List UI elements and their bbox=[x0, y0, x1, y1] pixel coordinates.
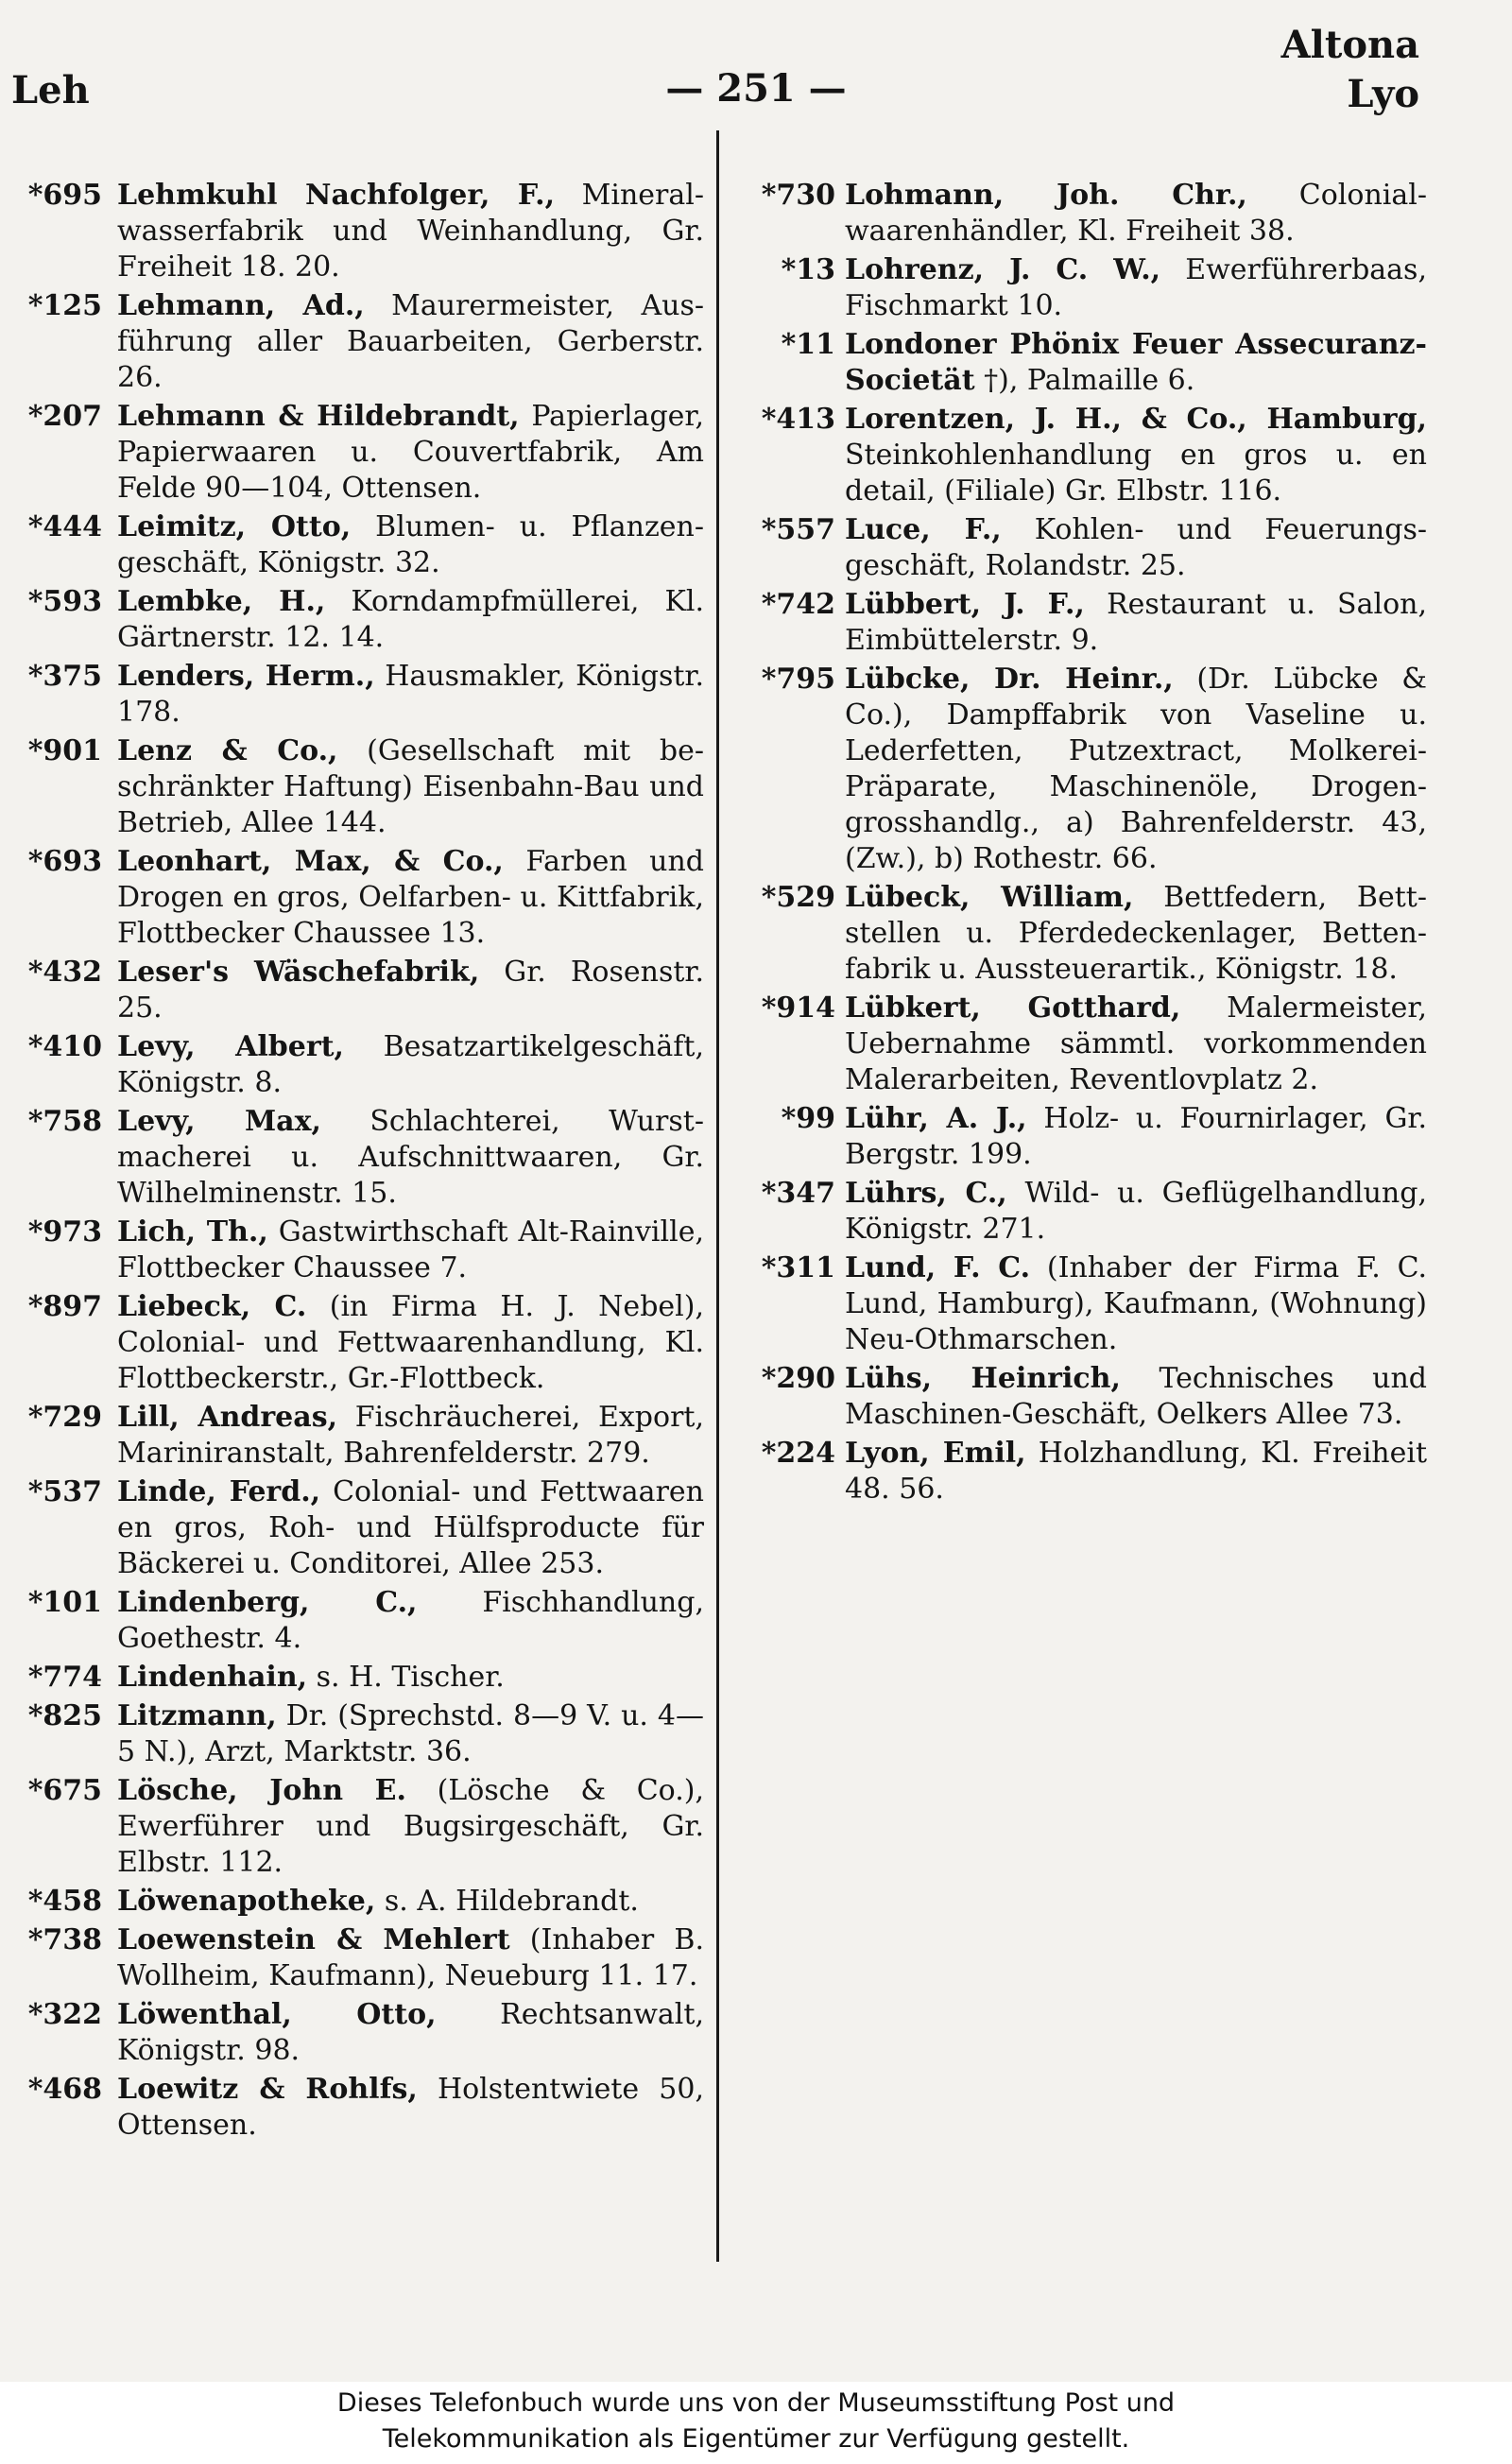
directory-entry bbox=[0, 1474, 704, 1582]
directory-entry bbox=[747, 1250, 1427, 1358]
directory-entry bbox=[747, 587, 1427, 659]
phone-number: *322 bbox=[27, 1998, 102, 2031]
phone-number: *973 bbox=[27, 1215, 102, 1249]
directory-entry bbox=[0, 1773, 704, 1881]
directory-entry bbox=[0, 844, 704, 952]
phone-number: *468 bbox=[27, 2073, 102, 2106]
entry-details: Mineralwasserfabrik und Weinhandlung, Gr. Freiheit 18. 20. bbox=[117, 179, 705, 284]
entry-details: Besatzartikelgeschäft, Königstr. 8. bbox=[117, 1030, 704, 1099]
phone-number: *729 bbox=[27, 1401, 102, 1434]
entry-name: Lenders, Herm., bbox=[117, 660, 375, 693]
entry-details: Holstentwiete 50, Ottensen. bbox=[117, 2073, 704, 2142]
entry-details: Wild- u. Geflügelhandlung, Königstr. 271. bbox=[845, 1177, 1427, 1246]
entry-details: Gastwirthschaft Alt-Rainville, Flottbecker Chaussee 7. bbox=[117, 1215, 704, 1284]
phone-number: *207 bbox=[27, 400, 102, 433]
entry-details: Fischräucherei, Export, Mariniranstalt, Bahrenfelderstr. 279. bbox=[117, 1401, 704, 1470]
phone-number: *738 bbox=[27, 1923, 102, 1956]
phone-number: *375 bbox=[27, 660, 102, 693]
entry-name: Lembke, H., bbox=[117, 585, 326, 618]
entry-name: Loewitz & Rohlfs, bbox=[117, 2073, 418, 2106]
directory-entry bbox=[747, 402, 1427, 509]
entry-details: Hausmakler, Königstr. 178. bbox=[117, 660, 704, 729]
entry-name: Leonhart, Max, & Co., bbox=[117, 845, 504, 878]
phone-number: *125 bbox=[27, 289, 102, 322]
footer-line-2: Telekommunikation als Eigentümer zur Verfügung gestellt. bbox=[382, 2424, 1130, 2454]
phone-number: *675 bbox=[27, 1774, 102, 1807]
directory-entry bbox=[0, 584, 704, 656]
page-header bbox=[0, 0, 1512, 123]
column-divider bbox=[716, 130, 719, 2262]
directory-entry bbox=[0, 955, 704, 1026]
directory-entry bbox=[747, 991, 1427, 1098]
entry-name: Lindenberg, C., bbox=[117, 1586, 418, 1619]
entry-name: Lehmann & Hildebrandt, bbox=[117, 400, 520, 433]
phone-number: *444 bbox=[27, 510, 102, 543]
entry-details: s. A. Hildebrandt. bbox=[375, 1885, 639, 1918]
phone-number: *410 bbox=[27, 1030, 102, 1063]
entry-name: Luce, F., bbox=[845, 513, 1002, 546]
entry-details: (Dr. Lübcke & Co.), Dampffabrik von Vaseline u. Lederfetten, Putzextract, Molkerei-Präparate, Maschinenöle, Drogengrosshandlg., a) Bahrenfelderstr. 43, (Zw.), b) Rothestr. 66. bbox=[845, 663, 1427, 875]
entry-details: Holzhandlung, Kl. Freiheit 48. 56. bbox=[845, 1437, 1428, 1506]
directory-entry bbox=[0, 733, 704, 841]
entry-details: Maurermeister, Ausführung aller Bauarbeiten, Gerberstr. 26. bbox=[117, 289, 704, 394]
phone-number: *897 bbox=[27, 1290, 102, 1323]
entry-name: Londoner Phönix Feuer Assecuranz-Societät bbox=[845, 328, 1427, 397]
entry-name: Lühs, Heinrich, bbox=[845, 1362, 1121, 1395]
entry-name: Lund, F. C. bbox=[845, 1251, 1031, 1284]
entry-details: Restaurant u. Salon, Eimbüttelerstr. 9. bbox=[845, 588, 1427, 657]
entry-name: Lübkert, Gotthard, bbox=[845, 991, 1181, 1025]
directory-entry bbox=[747, 178, 1427, 250]
entry-details: Schlachterei, Wurstmacherei u. Aufschnittwaaren, Gr. Wilhelminenstr. 15. bbox=[117, 1105, 704, 1210]
entry-details: Fischhandlung, Goethestr. 4. bbox=[117, 1586, 704, 1655]
phone-number: *13 bbox=[781, 253, 835, 286]
entry-name: Leser's Wäschefabrik, bbox=[117, 956, 480, 989]
entry-details: Blumen- u. Pflanzengeschäft, Königstr. 32. bbox=[117, 510, 704, 579]
phone-number: *347 bbox=[761, 1177, 835, 1210]
entry-details: s. H. Tischer. bbox=[307, 1661, 505, 1694]
directory-entry bbox=[0, 288, 704, 396]
entry-name: Lenz & Co., bbox=[117, 734, 338, 767]
directory-entry bbox=[0, 178, 704, 285]
directory-entry bbox=[747, 1176, 1427, 1248]
directory-entry bbox=[0, 1997, 704, 2069]
entry-name: Lich, Th., bbox=[117, 1215, 268, 1249]
entry-name: Lill, Andreas, bbox=[117, 1401, 338, 1434]
entry-details: (Inhaber B. Wollheim, Kaufmann), Neueburg 11. 17. bbox=[117, 1923, 704, 1992]
entry-name: Lohmann, Joh. Chr., bbox=[845, 179, 1247, 212]
directory-entry bbox=[0, 1215, 704, 1286]
phone-number: *101 bbox=[27, 1586, 102, 1619]
directory-entry bbox=[0, 1585, 704, 1657]
directory-entry bbox=[747, 880, 1427, 988]
entry-details: Colonialwaarenhändler, Kl. Freiheit 38. bbox=[845, 179, 1427, 248]
entry-name: Levy, Albert, bbox=[117, 1030, 344, 1063]
entry-details: Colonial- und Fettwaaren en gros, Roh- und Hülfsproducte für Bäckerei u. Conditorei, Allee 253. bbox=[117, 1475, 704, 1580]
entry-name: Lindenhain, bbox=[117, 1661, 308, 1694]
directory-entry bbox=[747, 1101, 1427, 1173]
page-number: — 251 — bbox=[665, 66, 847, 111]
entry-details: Holz- u. Fournirlager, Gr. Bergstr. 199. bbox=[845, 1102, 1427, 1171]
entry-details: Ewerführerbaas, Fischmarkt 10. bbox=[845, 253, 1427, 322]
directory-entry bbox=[0, 399, 704, 507]
entry-details: Farben und Drogen en gros, Oelfarben- u. Kittfabrik, Flottbecker Chaussee 13. bbox=[117, 845, 704, 950]
phone-number: *742 bbox=[761, 588, 835, 621]
directory-entry bbox=[747, 1436, 1427, 1508]
directory-entry bbox=[0, 2072, 704, 2144]
phone-number: *529 bbox=[761, 881, 835, 914]
phone-number: *537 bbox=[27, 1475, 102, 1508]
entry-details: (Inhaber der Firma F. C. Lund, Hamburg), Kaufmann, (Wohnung) Neu-Othmarschen. bbox=[845, 1251, 1428, 1356]
entry-name: Lühr, A. J., bbox=[845, 1102, 1027, 1135]
entry-details: Malermeister, Uebernahme sämmtl. vorkommenden Malerarbeiten, Reventlovplatz 2. bbox=[845, 991, 1427, 1096]
directory-entry bbox=[747, 327, 1427, 399]
header-right-keyword: Lyo bbox=[1347, 72, 1419, 116]
entry-details: (Gesellschaft mit beschränkter Haftung) Eisenbahn-Bau und Betrieb, Allee 144. bbox=[117, 734, 704, 839]
directory-entry bbox=[0, 509, 704, 581]
phone-number: *557 bbox=[761, 513, 835, 546]
directory-entry bbox=[0, 659, 704, 731]
entry-details: Gr. Rosenstr. 25. bbox=[117, 956, 704, 1025]
phone-number: *901 bbox=[27, 734, 102, 767]
phone-number: *758 bbox=[27, 1105, 102, 1138]
phone-number: *730 bbox=[761, 179, 835, 212]
phone-number: *774 bbox=[27, 1661, 102, 1694]
entry-name: Löwenthal, Otto, bbox=[117, 1998, 437, 2031]
phone-number: *914 bbox=[761, 991, 835, 1025]
entry-name: Lübbert, J. F., bbox=[845, 588, 1085, 621]
directory-entry bbox=[747, 512, 1427, 584]
entry-name: Lohrenz, J. C. W., bbox=[845, 253, 1161, 286]
entry-name: Linde, Ferd., bbox=[117, 1475, 321, 1508]
entry-name: Lührs, C., bbox=[845, 1177, 1007, 1210]
entry-name: Löwenapotheke, bbox=[117, 1885, 376, 1918]
entry-name: Lyon, Emil, bbox=[845, 1437, 1026, 1470]
phone-number: *695 bbox=[27, 179, 102, 212]
directory-entry bbox=[0, 1698, 704, 1770]
entry-details: Korndampfmüllerei, Kl. Gärtnerstr. 12. 14. bbox=[117, 585, 704, 654]
phone-number: *290 bbox=[761, 1362, 835, 1395]
phone-number: *311 bbox=[761, 1251, 835, 1284]
directory-entry bbox=[747, 1361, 1427, 1433]
entry-details: Technisches und Maschinen-Geschäft, Oelkers Allee 73. bbox=[845, 1362, 1428, 1431]
phone-number: *224 bbox=[761, 1437, 835, 1470]
entry-name: Lösche, John E. bbox=[117, 1774, 406, 1807]
header-city: Altona bbox=[1280, 23, 1419, 67]
directory-entry bbox=[747, 252, 1427, 324]
entry-name: Loewenstein & Mehlert bbox=[117, 1923, 510, 1956]
entry-name: Lorentzen, J. H., & Co., Hamburg, bbox=[845, 403, 1427, 436]
entry-details: Steinkohlenhandlung en gros u. en detail, (Filiale) Gr. Elbstr. 116. bbox=[845, 439, 1427, 508]
entry-details: †), Palmaille 6. bbox=[974, 364, 1195, 397]
directory-entry bbox=[0, 1922, 704, 1994]
phone-number: *458 bbox=[27, 1885, 102, 1918]
entry-name: Liebeck, C. bbox=[117, 1290, 307, 1323]
entry-details: (in Firma H. J. Nebel), Colonial- und Fettwaarenhandlung, Kl. Flottbeckerstr., Gr.-Flottbeck. bbox=[117, 1290, 704, 1395]
entry-details: (Lösche & Co.), Ewerführer und Bugsirgeschäft, Gr. Elbstr. 112. bbox=[117, 1774, 704, 1879]
entry-name: Lehmann, Ad., bbox=[117, 289, 365, 322]
entry-name: Lehmkuhl Nachfolger, F., bbox=[117, 179, 556, 212]
directory-entry bbox=[0, 1104, 704, 1212]
directory-entry bbox=[0, 1660, 704, 1696]
entry-details: Bettfedern, Bettstellen u. Pferdedeckenlager, Bettenfabrik u. Aussteuerartik., Königstr. 18. bbox=[845, 881, 1427, 986]
directory-entry bbox=[0, 1029, 704, 1101]
entry-name: Litzmann, bbox=[117, 1699, 277, 1732]
entry-details: Papierlager, Papierwaaren u. Couvertfabrik, Am Felde 90—104, Ottensen. bbox=[117, 400, 704, 505]
left-column bbox=[0, 178, 704, 2146]
right-column bbox=[747, 178, 1427, 1510]
footer-note bbox=[0, 2382, 1512, 2464]
entry-details: Kohlen- und Feuerungsgeschäft, Rolandstr. 25. bbox=[845, 513, 1427, 582]
phone-number: *795 bbox=[761, 663, 835, 696]
phone-number: *99 bbox=[781, 1102, 835, 1135]
directory-entry bbox=[0, 1884, 704, 1920]
entry-name: Lübcke, Dr. Heinr., bbox=[845, 663, 1174, 696]
phone-number: *11 bbox=[781, 328, 835, 361]
entry-name: Leimitz, Otto, bbox=[117, 510, 352, 543]
directory-entry bbox=[0, 1400, 704, 1472]
phone-number: *413 bbox=[761, 403, 835, 436]
entry-name: Levy, Max, bbox=[117, 1105, 321, 1138]
phone-number: *432 bbox=[27, 956, 102, 989]
directory-entry bbox=[0, 1289, 704, 1397]
entry-details: Dr. (Sprechstd. 8—9 V. u. 4—5 N.), Arzt, Marktstr. 36. bbox=[117, 1699, 704, 1768]
footer-line-1: Dieses Telefonbuch wurde uns von der Museumsstiftung Post und bbox=[336, 2388, 1176, 2418]
entry-details: Rechtsanwalt, Königstr. 98. bbox=[117, 1998, 704, 2067]
phone-number: *693 bbox=[27, 845, 102, 878]
header-left-keyword: Leh bbox=[11, 68, 90, 112]
directory-entry bbox=[747, 662, 1427, 877]
phone-number: *825 bbox=[27, 1699, 102, 1732]
entry-name: Lübeck, William, bbox=[845, 881, 1134, 914]
phone-number: *593 bbox=[27, 585, 102, 618]
